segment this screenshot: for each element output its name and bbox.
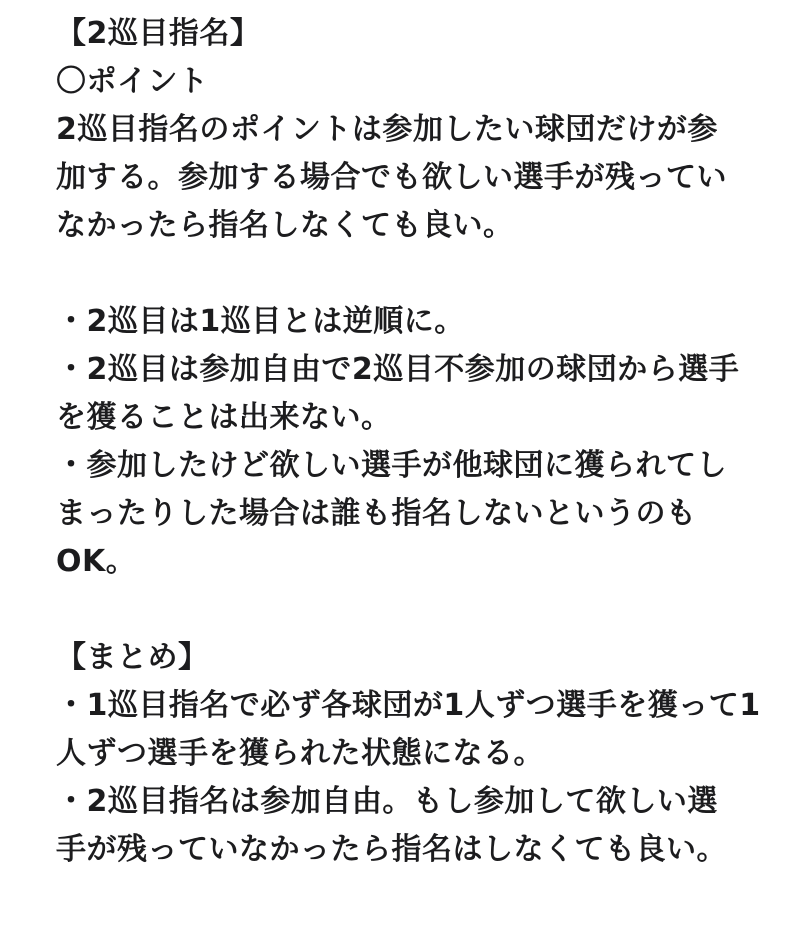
note-body (56, 10, 778, 874)
bullet-3-line-2: まったりした場合は誰も指名しないというのも (56, 496, 697, 531)
subheading-points: 〇ポイント (56, 64, 209, 99)
intro-line-2: 加する。参加する場合でも欲しい選手が残ってい (56, 160, 727, 195)
section-heading-summary: 【まとめ】 (56, 640, 209, 675)
bullet-1-line-1: ・2巡目は1巡目とは逆順に。 (56, 304, 465, 339)
summary-bullet-1-line-1: ・1巡目指名で必ず各球団が1人ずつ選手を獲って1 (56, 688, 761, 723)
blank-line (56, 250, 778, 298)
bullet-2-line-1: ・2巡目は参加自由で2巡目不参加の球団から選手 (56, 352, 740, 387)
bullet-2-line-2: を獲ることは出来ない。 (56, 400, 392, 435)
intro-line-1: 2巡目指名のポイントは参加したい球団だけが参 (56, 112, 718, 147)
blank-line (56, 586, 778, 634)
section-heading-2nd-round: 【2巡目指名】 (56, 16, 261, 51)
summary-bullet-2-line-2: 手が残っていなかったら指名はしなくても良い。 (56, 832, 727, 867)
bullet-3-line-3: OK。 (56, 544, 137, 579)
summary-bullet-1-line-2: 人ずつ選手を獲られた状態になる。 (56, 736, 544, 771)
summary-bullet-2-line-1: ・2巡目指名は参加自由。もし参加して欲しい選 (56, 784, 718, 819)
intro-line-3: なかったら指名しなくても良い。 (56, 208, 514, 243)
bullet-3-line-1: ・参加したけど欲しい選手が他球団に獲られてし (56, 448, 727, 483)
